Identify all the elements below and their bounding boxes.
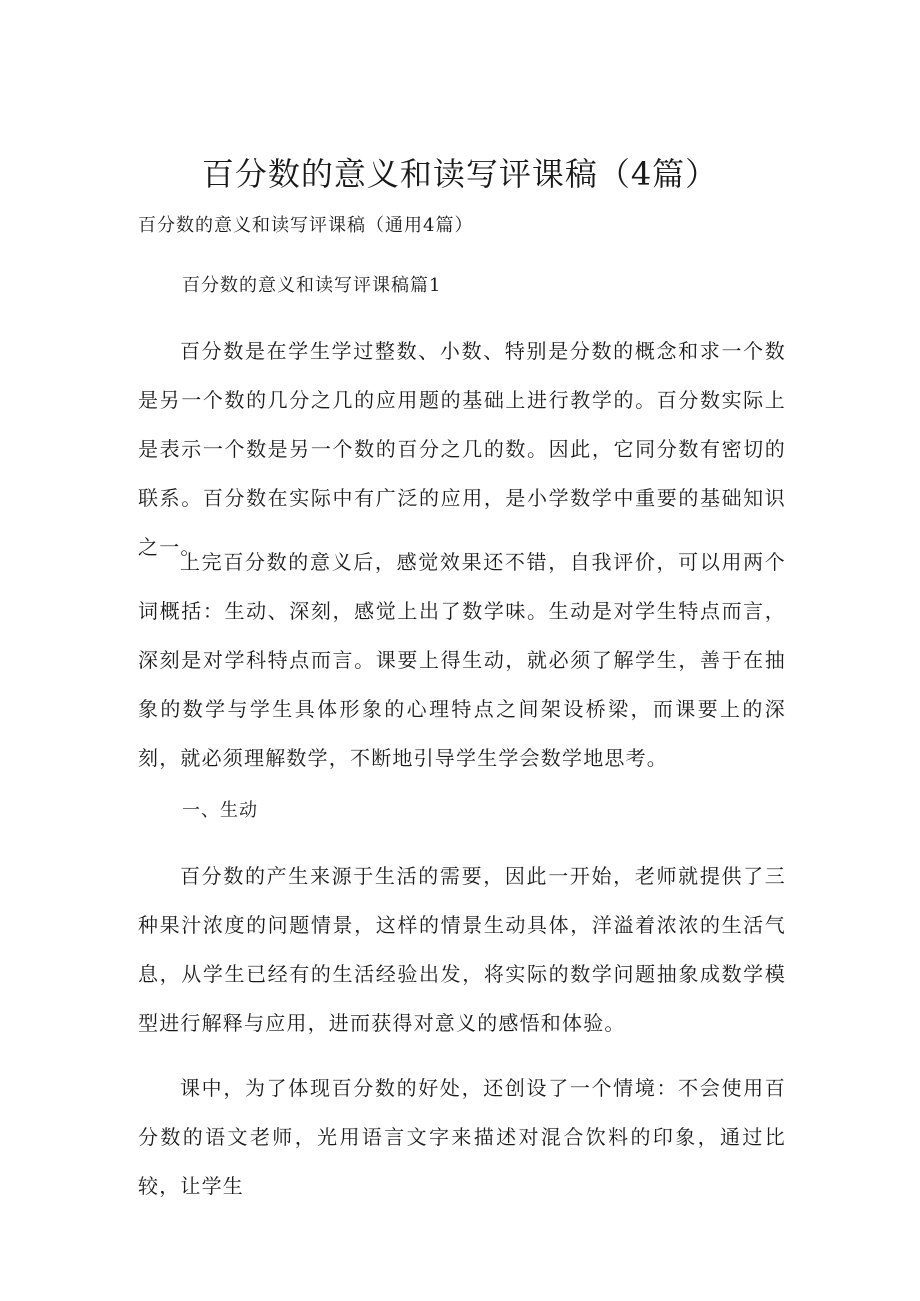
paragraph-4: 课中，为了体现百分数的好处，还创设了一个情境：不会使用百分数的语文老师，光用语言文字来描述对混合饮料的印象，通过比较，让学生 [138,1076,786,1198]
document-subtitle: 百分数的意义和读写评课稿（通用4篇） [138,215,474,236]
subheading-vivid: 一、生动 [182,800,258,821]
paragraph-3: 百分数的产生来源于生活的需要，因此一开始，老师就提供了三种果汁浓度的问题情景，这样的情景生动具体，洋溢着浓浓的生活气息，从学生已经有的生活经验出发，将实际的数学问题抽象成数学模型进行解释与应用，进而获得对意义的感悟和体验。 [138,864,786,1035]
document-title: 百分数的意义和读写评课稿（4篇） [201,155,719,193]
section-title: 百分数的意义和读写评课稿篇1 [182,275,442,296]
paragraph-2: 上完百分数的意义后，感觉效果还不错，自我评价，可以用两个词概括：生动、深刻，感觉上出了数学味。生动是对学生特点而言，深刻是对学科特点而言。课要上得生动，就必须了解学生，善于在抽象的数学与学生具体形象的心理特点之间架设桥梁，而课要上的深刻，就必须理解数学，不断地引导学生学会数学地思考。 [138,550,786,770]
paragraph-1: 百分数是在学生学过整数、小数、特别是分数的概念和求一个数是另一个数的几分之几的应用题的基础上进行教学的。百分数实际上是表示一个数是另一个数的百分之几的数。因此，它同分数有密切的联系。百分数在实际中有广泛的应用，是小学数学中重要的基础知识之一。 [138,339,786,559]
